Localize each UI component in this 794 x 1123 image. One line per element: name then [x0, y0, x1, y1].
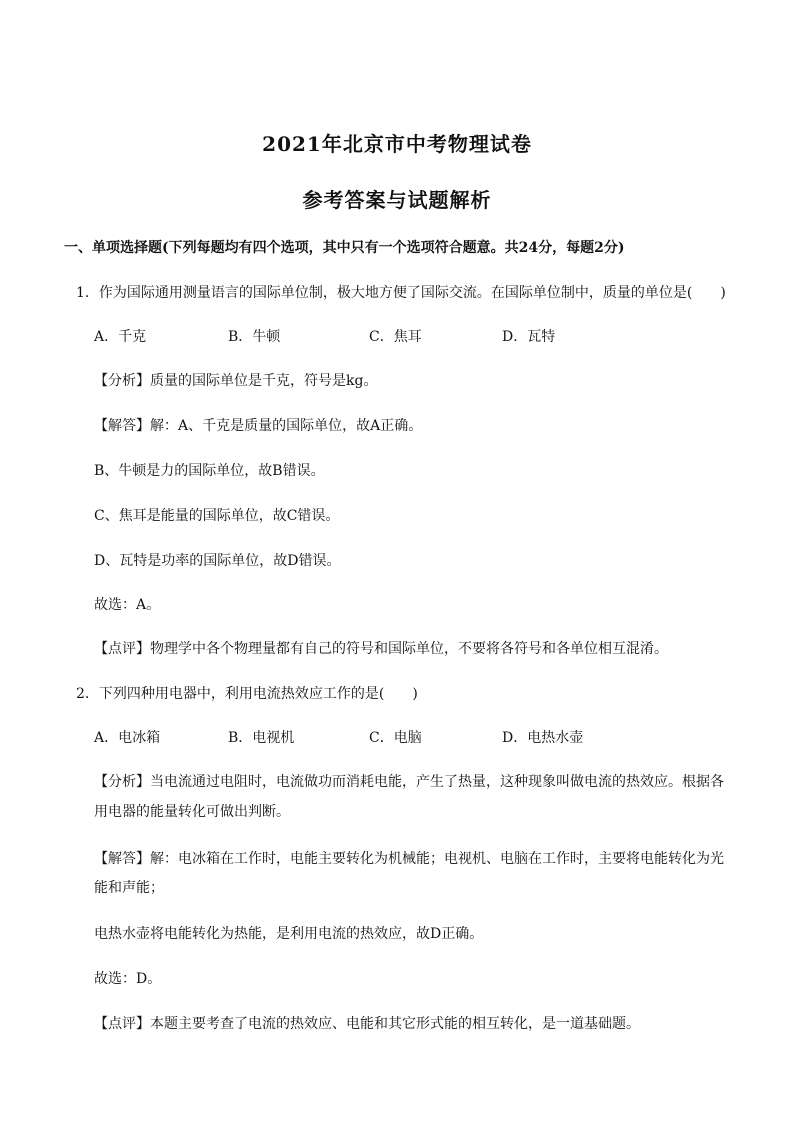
document-title: 2021年北京市中考物理试卷 [262, 132, 532, 156]
question-2-answer [94, 848, 724, 868]
answer-choice: 故选：D。 [94, 971, 162, 987]
answer-label: 【解答】 [94, 418, 150, 434]
analysis-label: 【分析】 [94, 774, 150, 790]
question-1-option-b: B．牛顿 [228, 329, 281, 345]
answer-choice: 故选：A。 [94, 597, 161, 613]
answer-label: 【解答】 [94, 851, 150, 867]
question-1-option-a: A．千克 [94, 329, 147, 345]
question-1-option-d: D．瓦特 [502, 329, 556, 345]
answer-line: B、牛顿是力的国际单位，故B错误。 [94, 463, 325, 479]
section-heading: 一、单项选择题(下列每题均有四个选项，其中只有一个选项符合题意。共24分，每题2分) [64, 240, 625, 256]
analysis-text-continued: 用电器的能量转化可做出判断。 [94, 804, 290, 820]
question-2-option-a: A．电冰箱 [94, 730, 161, 746]
answer-line: D、瓦特是功率的国际单位，故D错误。 [94, 553, 341, 569]
document-subtitle: 参考答案与试题解析 [302, 188, 492, 212]
comment-text: 本题主要考查了电流的热效应、电能和其它形式能的相互转化，是一道基础题。 [150, 1016, 640, 1032]
analysis-text: 当电流通过电阻时，电流做功而消耗电能，产生了热量，这种现象叫做电流的热效应。根据各 [150, 774, 724, 790]
analysis-text: 质量的国际单位是千克，符号是kg。 [150, 373, 378, 389]
answer-line: 解：电冰箱在工作时，电能主要转化为机械能；电视机、电脑在工作时，主要将电能转化为光 [150, 851, 724, 867]
question-2-analysis [94, 771, 724, 791]
question-1-analysis [94, 370, 377, 390]
question-1-comment [94, 638, 668, 658]
question-2-stem: 2．下列四种用电器中，利用电流热效应工作的是( ) [76, 686, 418, 702]
answer-line: 能和声能； [94, 880, 164, 896]
analysis-label: 【分析】 [94, 373, 150, 389]
question-1-option-c: C．焦耳 [369, 329, 422, 345]
answer-line: 解：A、千克是质量的国际单位，故A正确。 [150, 418, 423, 434]
question-2-comment [94, 1013, 640, 1033]
question-2-option-d: D．电热水壶 [502, 730, 584, 746]
question-1-answer [94, 415, 422, 435]
comment-text: 物理学中各个物理量都有自己的符号和国际单位，不要将各符号和各单位相互混淆。 [150, 641, 668, 657]
answer-line: C、焦耳是能量的国际单位，故C错误。 [94, 508, 340, 524]
question-2-option-b: B．电视机 [228, 730, 295, 746]
question-2-option-c: C．电脑 [369, 730, 422, 746]
answer-line: 电热水壶将电能转化为热能，是利用电流的热效应，故D正确。 [94, 926, 484, 942]
comment-label: 【点评】 [94, 1016, 150, 1032]
question-1-stem: 1．作为国际通用测量语言的国际单位制，极大地方便了国际交流。在国际单位制中，质量的单位是( ) [76, 285, 726, 301]
comment-label: 【点评】 [94, 641, 150, 657]
